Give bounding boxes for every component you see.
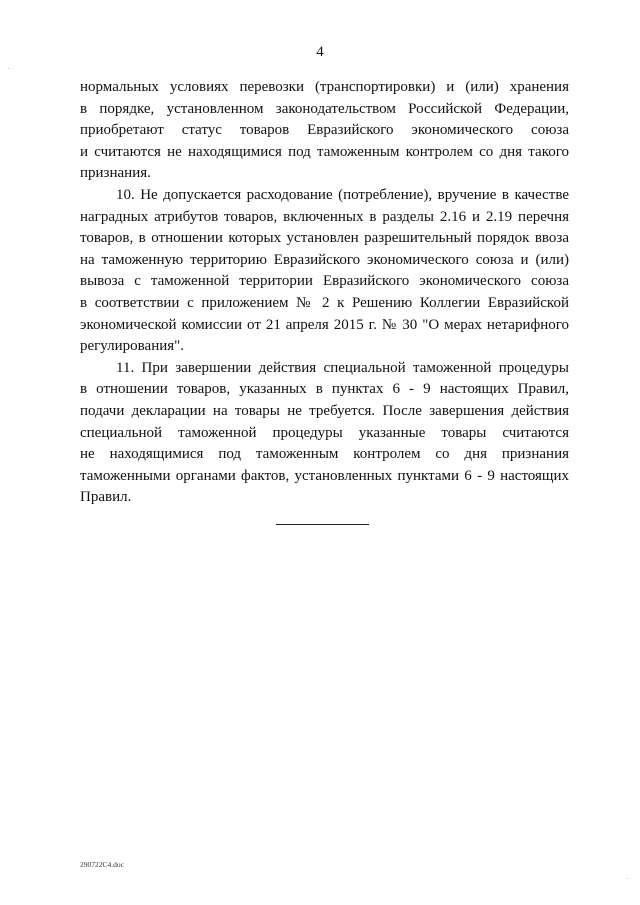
text-line: в порядке, установленном законодательством Российской Федерации, [80,100,569,117]
text-line: товаров, в отношении которых установлен разрешительный порядок ввоза [80,230,569,247]
paragraph-11 [80,358,569,509]
page-number: 4 [316,44,324,60]
text-line: 11. При завершении действия специальной таможенной процедуры [116,359,569,376]
text-line: приобретают статус товаров Евразийского экономического союза [80,122,569,139]
paragraph-continuation [80,77,569,185]
text-line: в соответствии с приложением № 2 к Решению Коллегии Евразийской [80,294,569,311]
footer-filename: 290722C4.doc [80,860,124,869]
text-line: подачи декларации на товары не требуется. После завершения действия [80,402,569,419]
text-line: специальной таможенной процедуры указанные товары считаются [80,424,569,441]
paragraph-10 [80,185,569,358]
text-line: Правил. [80,489,132,506]
text-line: в отношении товаров, указанных в пунктах 6 - 9 настоящих Правил, [80,381,569,398]
text-line: на таможенную территорию Евразийского экономического союза и (или) [80,251,569,268]
document-body [80,77,569,509]
text-line: и считаются не находящимися под таможенным контролем со дня такого [80,143,569,160]
text-line: вывоза с таможенной территории Евразийского экономического союза [80,273,569,290]
text-line: признания. [80,165,151,182]
text-line: таможенными органами фактов, установленных пунктами 6 - 9 настоящих [80,467,569,484]
text-line: 10. Не допускается расходование (потребление), вручение в качестве [116,186,569,203]
text-line: наградных атрибутов товаров, включенных в разделы 2.16 и 2.19 перечня [80,208,569,225]
text-line: регулирования". [80,338,185,355]
text-line: нормальных условиях перевозки (транспортировки) и (или) хранения [80,79,569,95]
scan-mark [8,68,9,69]
end-separator-line [276,524,369,525]
text-line: не находящимися под таможенным контролем со дня признания [80,446,569,463]
scan-mark [627,878,628,879]
text-line: экономической комиссии от 21 апреля 2015 г. № 30 "О мерах нетарифного [80,316,569,333]
